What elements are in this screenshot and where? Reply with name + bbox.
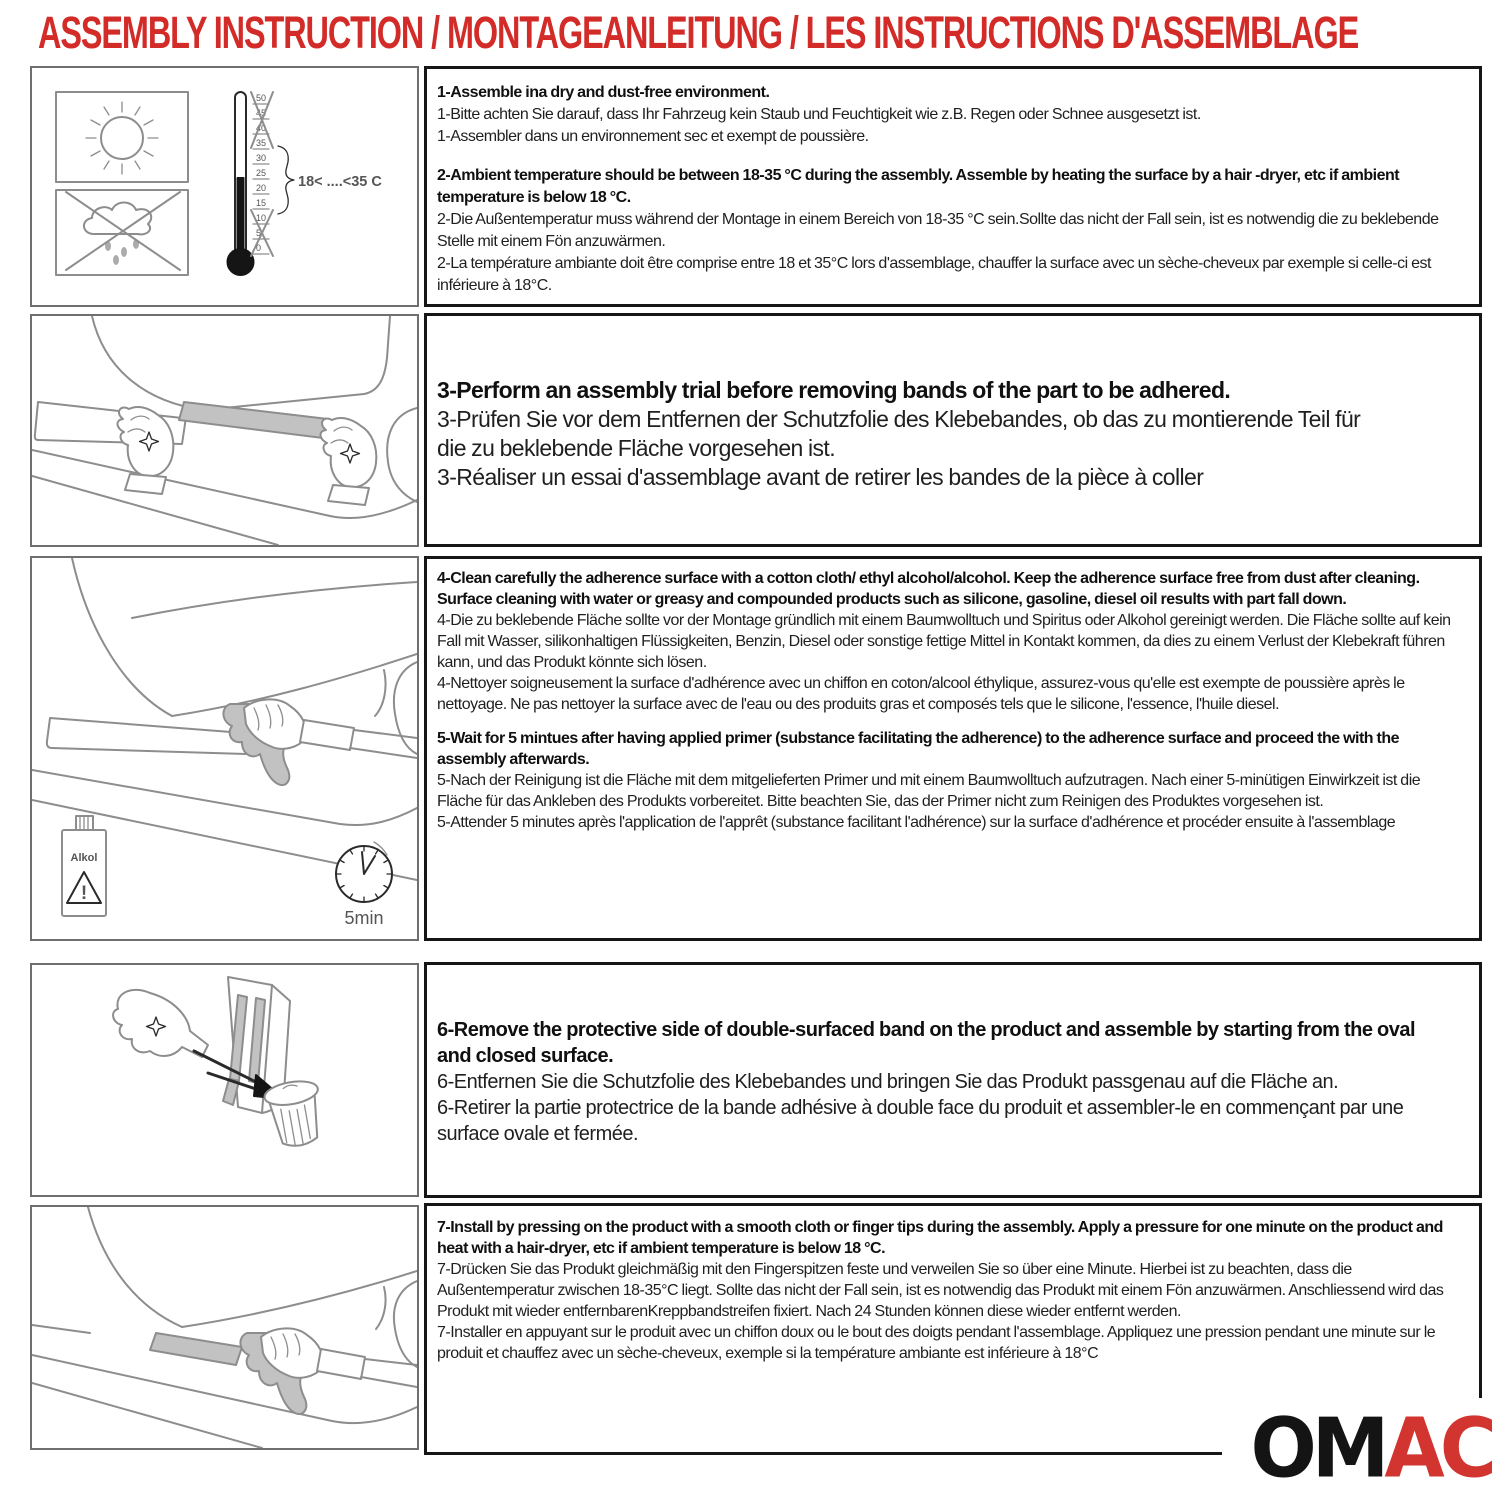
cleaning-illustration xyxy=(32,558,417,939)
instructions-step-6 xyxy=(424,962,1482,1198)
wheel-arch-line xyxy=(387,408,417,502)
step-7-fr: 7-Installer en appuyant sur le produit avec un chiffon doux ou le bout des doigts pendant l'assemblage. Appliquez une pression pendant une minute sur le produit et chauffez avec un sèche-cheveux, exemple si la température ambiante est inférieure à 18°C xyxy=(437,1324,1436,1362)
step-5-de: 5-Nach der Reinigung ist die Fläche mit dem mitgelieferten Primer und mit einem Baumwolltuch aufzutragen. Nach einer 5-minütigen Einwirkzeit ist die Fläche für das Ankleben des Produkts vorbereitet. Bitte beachten Sie, das der Primer nicht zum Reinigen des Produktes vorgesehen ist. xyxy=(437,772,1421,810)
illustration-band-removal xyxy=(30,963,419,1197)
car-door-outline xyxy=(92,316,390,410)
step-5-fr: 5-Attender 5 minutes après l'application de l'apprêt (substance facilitant l'adhérence) sur la surface d'adhérence et procéder ensuite à l'assemblage xyxy=(437,814,1396,831)
hand-with-cloth-icon xyxy=(223,699,417,785)
illustration-assembly-trial xyxy=(30,314,419,547)
sill-hint xyxy=(32,1325,90,1333)
illustration-press-install xyxy=(30,1205,419,1450)
instructions-steps-4-5 xyxy=(424,556,1482,941)
omac-logo xyxy=(1222,1398,1500,1500)
sill-plate xyxy=(47,718,249,754)
peel-band-illustration xyxy=(32,965,417,1195)
range-brace xyxy=(278,146,294,214)
clock-duration-label: 5min xyxy=(344,908,384,928)
hand-icon xyxy=(113,990,208,1057)
svg-text:5: 5 xyxy=(256,228,262,238)
step-6-fr: 6-Retirer la partie protectrice de la bande adhésive à double face du produit et assembler-le en commençant par une surface ovale et fermée. xyxy=(437,1097,1404,1145)
trim-strip xyxy=(179,402,328,438)
illustration-surface-cleaning xyxy=(30,556,419,941)
climate-illustration xyxy=(32,68,417,305)
step-5-en: 5-Wait for 5 mintues after having applied primer (substance facilitating the adherence) to the adherence surface and proceed the with the assembly afterwards. xyxy=(437,730,1400,768)
rear-arch-line xyxy=(375,662,417,754)
car-door-outline xyxy=(88,1207,182,1327)
step-2-de: 2-Die Außentemperatur muss während der Montage in einem Bereich von 18-35 °C sein.Sollte das nicht der Fall sein, ist es notwendig die zu beklebende Stelle mit einem Fön anzuwärmen. xyxy=(437,211,1439,250)
svg-text:20: 20 xyxy=(256,183,267,193)
omac-logo-text xyxy=(1250,1401,1492,1497)
instructions-step-3 xyxy=(424,313,1482,547)
svg-text:10: 10 xyxy=(256,213,267,223)
step-6-de: 6-Entfernen Sie die Schutzfolie des Klebebandes und bringen Sie das Produkt passgenau auf die Fläche an. xyxy=(437,1071,1339,1093)
page-title: ASSEMBLY INSTRUCTION / MONTAGEANLEITUNG / LES INSTRUCTIONS D'ASSEMBLAGE xyxy=(38,7,1359,58)
step-7-de: 7-Drücken Sie das Produkt gleichmäßig mit den Fingerspitzen feste und verweilen Sie so über eine Minute. Hierbei ist zu beachten, dass die Außentemperatur zwischen 18-35°C liegt. Sollte das nicht der Fall sein, ist es notwendig das Produkt mit einem Fön anzuwärmen. Anschliessend wird das Produkt mit wieder entfernbarenKreppbandstreifen fixiert. Nach 24 Stunden können diese wieder entfernt werden. xyxy=(437,1261,1444,1320)
svg-text:25: 25 xyxy=(256,168,267,178)
svg-text:30: 30 xyxy=(256,153,267,163)
bottle-label: Alkol xyxy=(70,852,98,864)
press-install-illustration xyxy=(32,1207,417,1448)
rocker-curve xyxy=(332,1407,417,1423)
trim-strip xyxy=(150,1333,242,1365)
svg-text:0: 0 xyxy=(256,243,262,253)
svg-text:35: 35 xyxy=(256,138,267,148)
svg-text:50: 50 xyxy=(256,93,267,103)
instructions-steps-1-2 xyxy=(424,66,1482,307)
temp-range-label: 18< ....<35 C xyxy=(298,174,382,190)
illustration-climate-conditions xyxy=(30,66,419,307)
clock-icon xyxy=(336,842,392,928)
trash-bin-icon xyxy=(263,1078,327,1150)
svg-text:40: 40 xyxy=(256,123,267,133)
right-hand-icon xyxy=(320,418,376,505)
svg-text:15: 15 xyxy=(256,198,267,208)
step-3-fr: 3-Réaliser un essai d'assemblage avant de retirer les bandes de la pièce à coller xyxy=(437,464,1204,490)
rocker-curve xyxy=(340,808,417,825)
hand-with-cloth-icon xyxy=(240,1328,417,1414)
step-1-fr: 1-Assembler dans un environnement sec et exempt de poussière. xyxy=(437,128,869,145)
step-7-en: 7-Install by pressing on the product with a smooth cloth or finger tips during the assembly. Apply a pressure for one minute on the product and heat with a hair-dryer, etc if ambient temperature is below 18 °C. xyxy=(437,1219,1443,1257)
left-hand-icon xyxy=(117,407,173,494)
omac-logo-red-letters: AC xyxy=(1384,1401,1492,1497)
car-door-outline xyxy=(72,558,172,716)
alcohol-bottle-icon xyxy=(62,816,106,916)
rear-arch-line xyxy=(376,1281,417,1367)
svg-text:45: 45 xyxy=(256,108,267,118)
step-4-de: 4-Die zu beklebende Fläche sollte vor der Montage gründlich mit einem Baumwolltuch und Spiritus oder Alkohol gereinigt werden. Die Fläche sollte auf kein Fall mit Wasser, silikonhaltigen Flüssigkeiten, Benzin, Diesel oder sonstige fettige Mittel in Kontakt kommen, da dies zu einem Verlust der Klebekraft führen kann, und das Produkt könnte sich lösen. xyxy=(437,612,1451,671)
step-4-en: 4-Clean carefully the adherence surface with a cotton cloth/ ethyl alcohol/alcohol. Keep the adherence surface free from dust after cleaning. Surface cleaning with water or greasy and compounded products such as silicone, gasoline, diesel oil results with part fall down. xyxy=(437,570,1420,608)
trial-fit-illustration xyxy=(32,316,417,545)
step-6-en: 6-Remove the protective side of double-surfaced band on the product and assemble by starting from the oval and closed surface. xyxy=(437,1019,1416,1067)
step-2-en: 2-Ambient temperature should be between 18-35 °C during the assembly. Assemble by heating the surface by a hair -dryer, etc if ambient temperature is below 18 °C. xyxy=(437,167,1400,206)
step-1-en: 1-Assemble ina dry and dust-free environment. xyxy=(437,84,770,101)
body-line xyxy=(132,582,417,618)
warning-exclamation: ! xyxy=(80,883,88,904)
step-1-de: 1-Bitte achten Sie darauf, dass Ihr Fahrzeug kein Staub und Feuchtigkeit wie z.B. Regen oder Schnee ausgesetzt ist. xyxy=(437,106,1201,123)
step-3-en: 3-Perform an assembly trial before removing bands of the part to be adhered. xyxy=(437,377,1231,403)
thermometer-icon xyxy=(228,92,383,275)
rocker-lines xyxy=(32,450,330,545)
step-4-fr: 4-Nettoyer soigneusement la surface d'adhérence avec un chiffon en coton/alcool éthylique, assurez-vous qu'elle est exempte de poussière après le nettoyage. Ne pas nettoyer la surface avec de l'eau ou des produits gras et composés tels que le silicone, l'essence, l'huile diesel. xyxy=(437,675,1405,713)
step-3-de: 3-Prüfen Sie vor dem Entfernen der Schutzfolie des Klebebandes, ob das zu montierende Teil für die zu beklebende Fläche vorgesehen ist. xyxy=(437,406,1361,461)
step-2-fr: 2-La température ambiante doit être comprise entre 18 et 35°C lors d'assemblage, chauffer la surface avec un sèche-cheveux par exemple si celle-ci est inférieure à 18°C. xyxy=(437,255,1431,294)
omac-logo-black-letters: OM xyxy=(1250,1401,1385,1497)
